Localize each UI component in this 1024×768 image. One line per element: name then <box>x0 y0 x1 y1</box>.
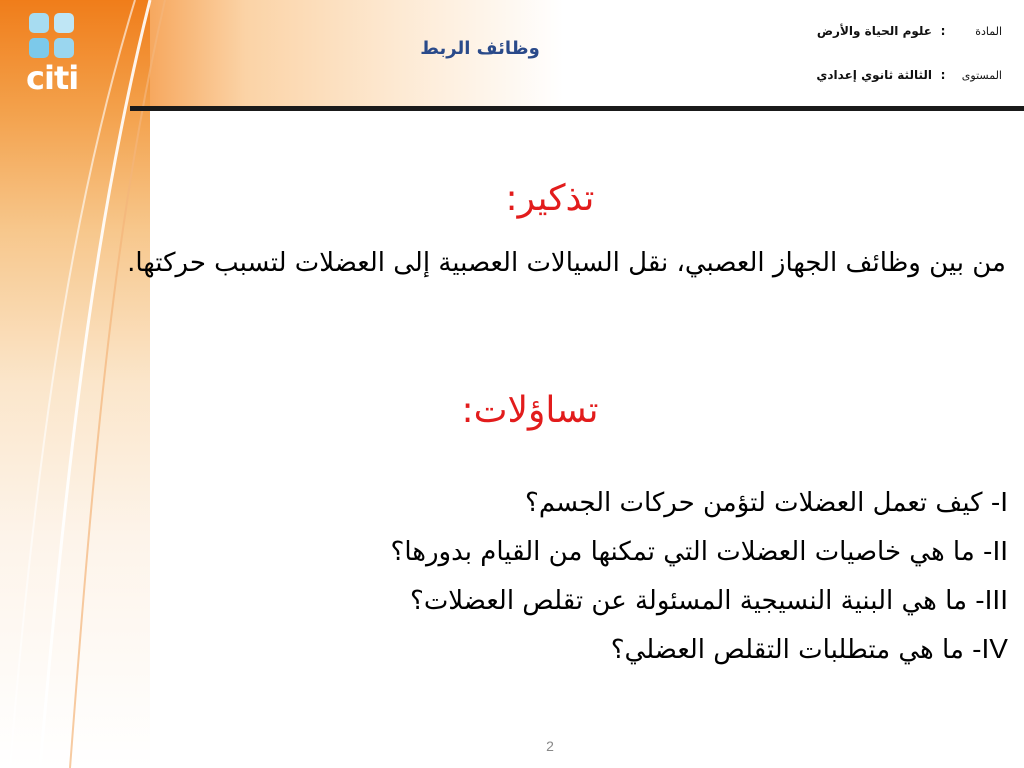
logo-text: citi <box>26 59 79 97</box>
level-row <box>816 68 1002 84</box>
page-number: 2 <box>546 738 554 754</box>
question-text: - ما هي متطلبات التقلص العضلي؟ <box>610 635 982 665</box>
reminder-heading: تذكير: <box>505 178 595 219</box>
logo-square-icon <box>54 13 74 33</box>
subject-value: علوم الحياة والأرض <box>816 24 932 38</box>
reminder-text: من بين وظائف الجهاز العصبي، نقل السيالات العصبية إلى العضلات لتسبب حركتها. <box>127 248 1006 278</box>
level-value: الثالثة ثانوي إعدادي <box>816 68 932 82</box>
question-text: - ما هي البنية النسيجية المسئولة عن تقلص العضلات؟ <box>410 586 985 616</box>
logo-square-icon <box>29 38 49 58</box>
question-item <box>128 527 1008 576</box>
question-item <box>128 625 1008 674</box>
question-item <box>128 478 1008 527</box>
question-number: II <box>992 535 1008 566</box>
level-label: المستوى <box>961 69 1002 82</box>
logo-square-icon <box>29 13 49 33</box>
lesson-title: وظائف الربط <box>420 38 540 59</box>
logo-square-icon <box>54 38 74 58</box>
question-text: - ما هي خاصيات العضلات التي تمكنها من القيام بدورها؟ <box>390 537 993 567</box>
question-item <box>128 576 1008 625</box>
citi-logo <box>22 10 94 98</box>
questions-heading: تساؤلات: <box>461 390 599 431</box>
level-separator: : <box>940 68 946 82</box>
question-text: - كيف تعمل العضلات لتؤمن حركات الجسم؟ <box>525 488 1001 518</box>
header-divider <box>130 106 1024 111</box>
questions-list <box>128 478 1008 674</box>
question-number: III <box>984 584 1008 615</box>
subject-row <box>817 24 1002 40</box>
subject-separator: : <box>940 24 946 38</box>
question-number: I <box>1000 486 1008 517</box>
question-number: IV <box>981 633 1008 664</box>
subject-label: المادة <box>975 25 1002 38</box>
